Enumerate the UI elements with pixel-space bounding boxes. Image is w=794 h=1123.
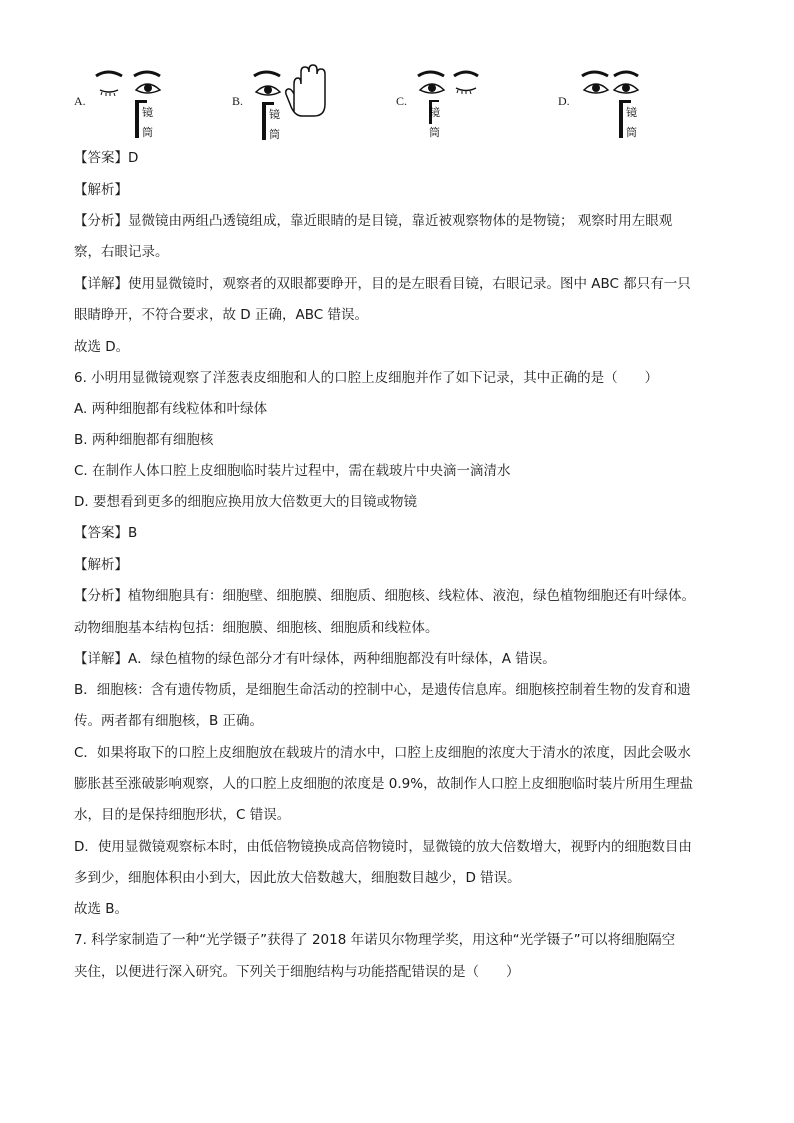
q7-stem-line2: 夹住，以便进行深入研究。下列关于细胞结构与功能搭配错误的是（ ）: [74, 964, 520, 980]
tube-text-1: 镜: [142, 106, 153, 119]
q6-fenxi-line2: 动物细胞基本结构包括：细胞膜、细胞核、细胞质和线粒体。: [74, 620, 439, 636]
q5-fenxi-line1: 【分析】显微镜由两组凸透镜组成，靠近眼睛的是目镜，靠近被观察物体的是物镜； 观察时用左眼观: [74, 213, 673, 229]
q6-analysis-tag: 【解析】: [74, 557, 128, 573]
q5-xiangjie-line1: 【详解】使用显微镜时，观察者的双眼都要睁开，目的是左眼看目镜，右眼记录。图中 ABC 都只有一只: [74, 276, 691, 292]
option-label: D.: [558, 94, 570, 108]
tube-text-2: 筒: [429, 126, 440, 139]
tube-text-1: 镜: [269, 108, 280, 121]
q6-xiangjie-b-line1: B．细胞核：含有遗传物质，是细胞生命活动的控制中心，是遗传信息库。细胞核控制着生物的发育和遗: [74, 682, 691, 698]
q6-answer: 【答案】B: [74, 525, 138, 541]
q6-option-a: A. 两种细胞都有线粒体和叶绿体: [74, 401, 268, 417]
tube-text-2: 筒: [142, 126, 153, 139]
eye-with-hand-covering-icon: [250, 64, 340, 144]
q6-fenxi-line1: 【分析】植物细胞具有：细胞壁、细胞膜、细胞质、细胞核、线粒体、液泡，绿色植物细胞还有叶绿体。: [74, 588, 695, 604]
q6-option-c: C. 在制作人体口腔上皮细胞临时装片过程中，需在载玻片中央滴一滴清水: [74, 463, 511, 479]
q5-xiangjie-line2: 眼睛睁开，不符合要求，故 D 正确，ABC 错误。: [74, 307, 368, 323]
q6-xiangjie-c-line1: C．如果将取下的口腔上皮细胞放在载玻片的清水中，口腔上皮细胞的浓度大于清水的浓度，因此会吸水: [74, 745, 691, 761]
tube-text-1: 镜: [626, 106, 637, 119]
tube-text-2: 筒: [269, 128, 280, 141]
q6-xiangjie-c-line2: 膨胀甚至涨破影响观察，人的口腔上皮细胞的浓度是 0.9%，故制作人口腔上皮细胞临时装片所用生理盐: [74, 776, 694, 792]
tube-text-1: 镜: [429, 106, 440, 119]
q5-analysis-tag: 【解析】: [74, 182, 128, 198]
eyes-both-open-icon: [578, 64, 648, 142]
q6-xiangjie-a: 【详解】A．绿色植物的绿色部分才有叶绿体，两种细胞都没有叶绿体，A 错误。: [74, 651, 556, 667]
q6-conclusion: 故选 B。: [74, 901, 129, 917]
eyes-left-open-right-closed-icon: [414, 64, 484, 142]
q6-option-b: B. 两种细胞都有细胞核: [74, 432, 214, 448]
q6-option-d: D. 要想看到更多的细胞应换用放大倍数更大的目镜或物镜: [74, 494, 417, 510]
q6-xiangjie-b-line2: 传。两者都有细胞核，B 正确。: [74, 713, 264, 729]
q6-xiangjie-d-line2: 多到少，细胞体积由小到大，因此放大倍数越大，细胞数目越少，D 错误。: [74, 870, 521, 886]
q7-stem-line1: 7. 科学家制造了一种“光学镊子”获得了 2018 年诺贝尔物理学奖，用这种“光学镊子”可以将细胞隔空: [74, 932, 676, 948]
q5-conclusion: 故选 D。: [74, 339, 130, 355]
eyes-left-closed-right-open-icon: [90, 64, 170, 142]
option-label: A.: [74, 94, 86, 108]
q5-fenxi-line2: 察，右眼记录。: [74, 244, 169, 260]
option-label: B.: [232, 94, 244, 108]
q6-xiangjie-c-line3: 水，目的是保持细胞形状，C 错误。: [74, 807, 291, 823]
tube-text-2: 筒: [626, 126, 637, 139]
q6-xiangjie-d-line1: D．使用显微镜观察标本时，由低倍物镜换成高倍物镜时，显微镜的放大倍数增大，视野内的细胞数目由: [74, 839, 692, 855]
q6-stem: 6. 小明用显微镜观察了洋葱表皮细胞和人的口腔上皮细胞并作了如下记录，其中正确的是（ ）: [74, 370, 659, 386]
q5-answer: 【答案】D: [74, 150, 139, 166]
option-label: C.: [396, 94, 408, 108]
